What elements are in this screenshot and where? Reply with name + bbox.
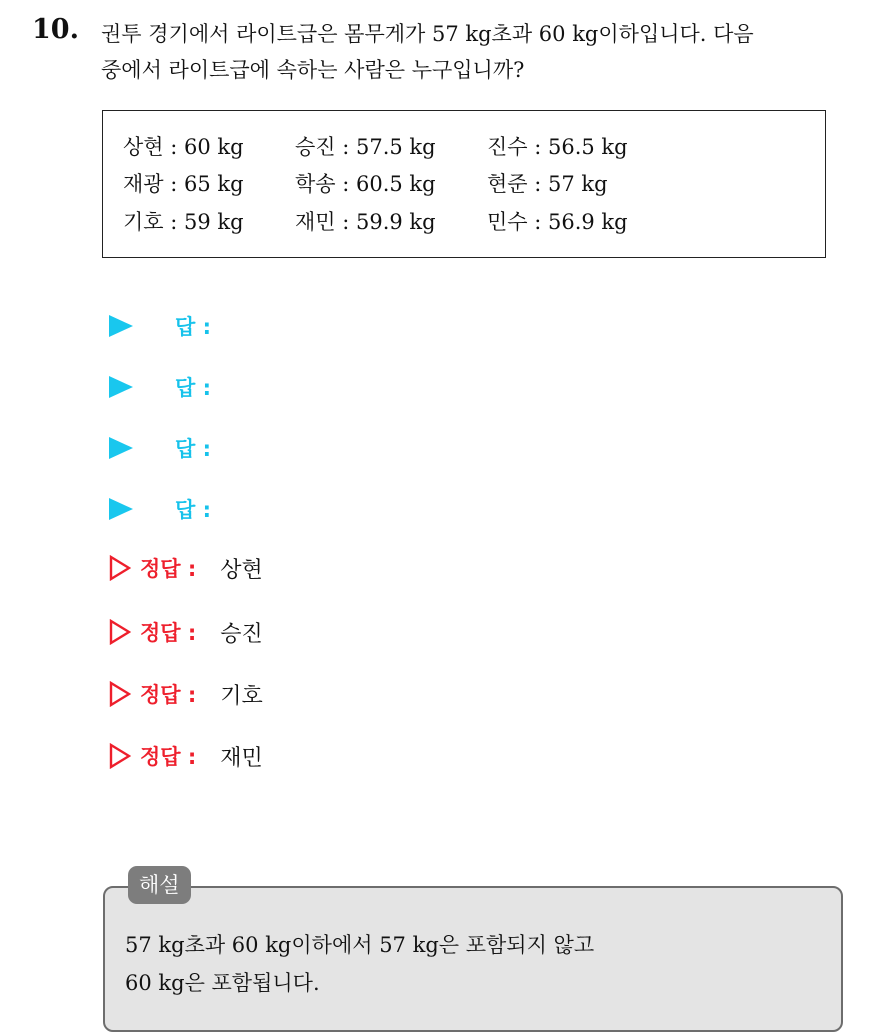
table-cell: 학송 : 60.5 kg (295, 172, 436, 196)
correct-label: 정답 : (140, 557, 197, 581)
outline-triangle-icon (109, 681, 131, 707)
explanation-text: 57 kg초과 60 kg이하에서 57 kg은 포함되지 않고 60 kg은 포함됩니다. (125, 933, 595, 995)
answer-label: 답 : (175, 437, 211, 461)
correct-answer-value: 기호 (220, 683, 263, 709)
correct-label: 정답 : (140, 745, 197, 769)
answer-blank-2[interactable] (109, 369, 211, 405)
correct-answer-1 (109, 550, 263, 586)
question-number: 10. (32, 14, 79, 45)
play-triangle-icon (109, 437, 133, 459)
correct-answer-2 (109, 614, 263, 650)
outline-triangle-icon (109, 555, 131, 581)
table-cell: 현준 : 57 kg (487, 172, 608, 196)
correct-answer-value: 재민 (220, 745, 263, 771)
play-triangle-icon (109, 498, 133, 520)
play-triangle-icon (109, 376, 133, 398)
table-cell: 민수 : 56.9 kg (487, 210, 628, 234)
correct-answer-3 (109, 676, 263, 712)
weights-table (102, 110, 826, 258)
answer-blank-3[interactable] (109, 430, 211, 466)
question-text: 권투 경기에서 라이트급은 몸무게가 57 kg초과 60 kg이하입니다. 다음 중에서 라이트급에 속하는 사람은 누구입니까? (101, 22, 754, 82)
answer-blank-4[interactable] (109, 491, 211, 527)
table-cell: 재민 : 59.9 kg (295, 210, 436, 234)
table-cell: 기호 : 59 kg (123, 210, 244, 234)
table-cell: 재광 : 65 kg (123, 172, 244, 196)
correct-label: 정답 : (140, 621, 197, 645)
correct-answer-value: 상현 (220, 557, 263, 583)
table-cell: 진수 : 56.5 kg (487, 135, 628, 159)
table-cell: 승진 : 57.5 kg (295, 135, 436, 159)
answer-label: 답 : (175, 315, 211, 339)
table-cell: 상현 : 60 kg (123, 135, 244, 159)
correct-answer-value: 승진 (220, 621, 263, 647)
correct-label: 정답 : (140, 683, 197, 707)
outline-triangle-icon (109, 619, 131, 645)
play-triangle-icon (109, 315, 133, 337)
answer-label: 답 : (175, 376, 211, 400)
answer-label: 답 : (175, 498, 211, 522)
correct-answer-4 (109, 738, 263, 774)
outline-triangle-icon (109, 743, 131, 769)
explanation-tag: 해설 (128, 866, 191, 904)
answer-blank-1[interactable] (109, 308, 211, 344)
